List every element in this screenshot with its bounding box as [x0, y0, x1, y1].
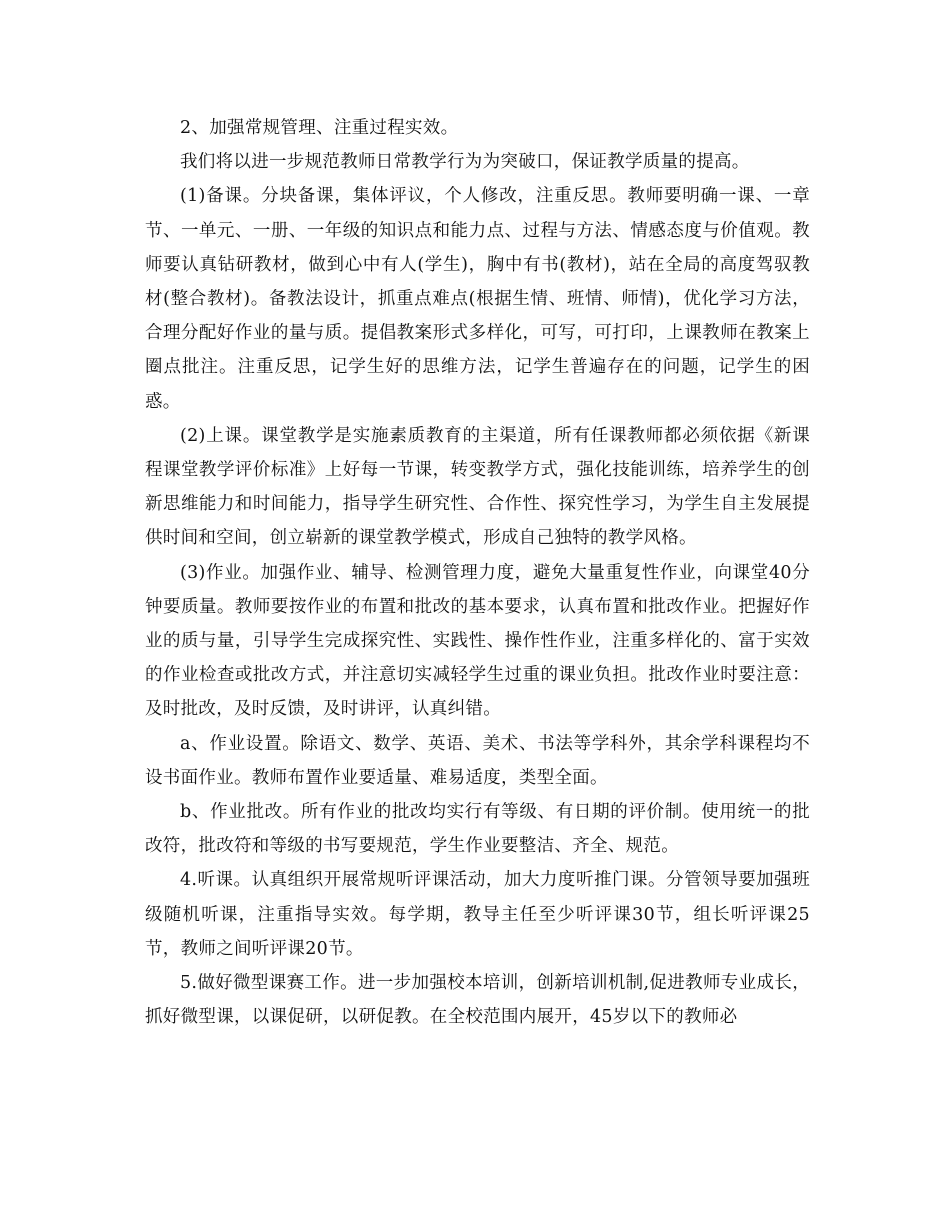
homework-grading-paragraph: b、作业批改。所有作业的批改均实行有等级、有日期的评价制。使用统一的批改符，批改符和等级的书写要规范，学生作业要整洁、齐全、规范。 [145, 802, 810, 857]
document-body [145, 111, 810, 1034]
lesson-prep-paragraph: (1)备课。分块备课，集体评议，个人修改，注重反思。教师要明确一课、一章节、一单元、一册、一年级的知识点和能力点、过程与方法、情感态度与价值观。教师要认真钻研教材，做到心中有人(学生)，胸中有书(教材)，站在全局的高度驾驭教材(整合教材)。备教法设计，抓重点难点(根据生情、班情、师情)，优化学习方法，合理分配好作业的量与质。提倡教案形式多样化，可写，可打印，上课教师在教案上圈点批注。注重反思，记学生好的思维方法，记学生普遍存在的问题，记学生的困惑。 [145, 186, 810, 412]
homework-paragraph: (3)作业。加强作业、辅导、检测管理力度，避免大量重复性作业，向课堂40分钟要质量。教师要按作业的布置和批改的基本要求，认真布置和批改作业。把握好作业的质与量，引导学生完成探究性、实践性、操作性作业，注重多样化的、富于实效的作业检查或批改方式，并注意切实减轻学生过重的课业负担。批改作业时要注意：及时批改，及时反馈，及时讲评，认真纠错。 [145, 562, 810, 720]
intro-paragraph: 我们将以进一步规范教师日常教学行为为突破口，保证教学质量的提高。 [180, 152, 750, 173]
micro-lesson-paragraph: 5.做好微型课赛工作。进一步加强校本培训，创新培训机制,促进教师专业成长，抓好微型课，以课促研，以研促教。在全校范围内展开，45岁以下的教师必 [145, 973, 810, 1028]
section-heading: 2、加强常规管理、注重过程实效。 [180, 118, 459, 138]
homework-setting-paragraph: a、作业设置。除语文、数学、英语、美术、书法等学科外，其余学科课程均不设书面作业。教师布置作业要适量、难易适度，类型全面。 [145, 733, 810, 788]
lesson-observation-paragraph: 4.听课。认真组织开展常规听评课活动，加大力度听推门课。分管领导要加强班级随机听课，注重指导实效。每学期，教导主任至少听评课30节，组长听评课25节，教师之间听评课20节。 [145, 870, 810, 959]
class-teaching-paragraph: (2)上课。课堂教学是实施素质教育的主渠道，所有任课教师都必须依据《新课程课堂教学评价标准》上好每一节课，转变教学方式，强化技能训练，培养学生的创新思维能力和时间能力，指导学生研究性、合作性、探究性学习，为学生自主发展提供时间和空间，创立崭新的课堂教学模式，形成自己独特的教学风格。 [145, 425, 810, 549]
